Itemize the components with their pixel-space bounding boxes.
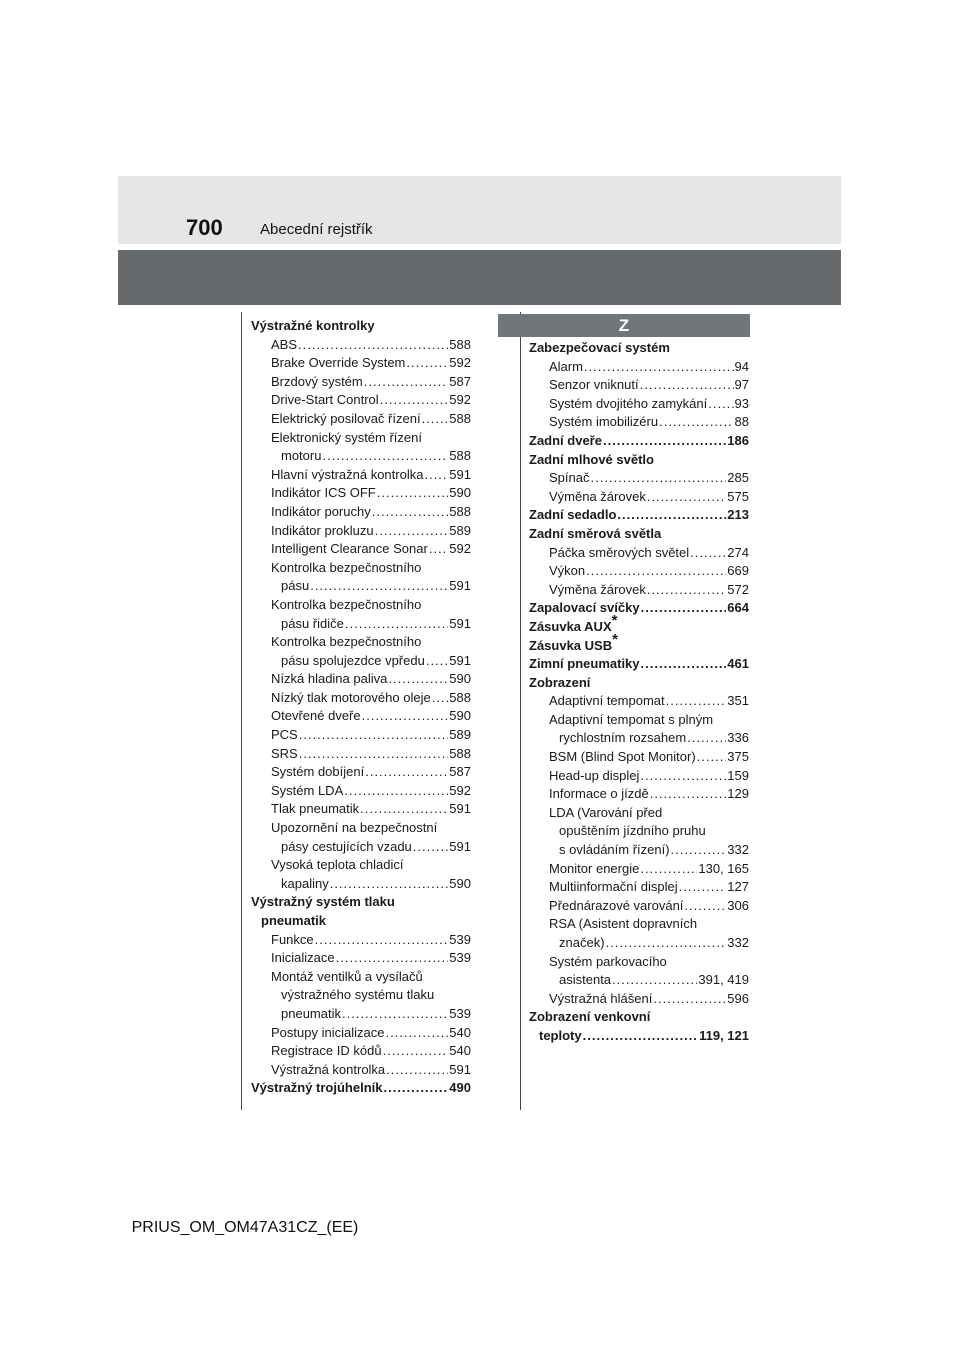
index-entry-page: 596 — [727, 990, 749, 1006]
dot-leader — [641, 599, 727, 618]
index-entry-term: opuštěním jízdního pruhu — [559, 823, 706, 839]
index-entry — [251, 707, 471, 726]
index-entry-term: Registrace ID kódů — [271, 1043, 382, 1059]
index-entry — [251, 466, 471, 485]
index-entry-term: s ovládáním řízení) — [559, 842, 670, 858]
dot-leader — [406, 354, 448, 373]
dot-leader — [299, 745, 449, 764]
index-entry-page: 306 — [727, 897, 749, 913]
dot-leader — [640, 376, 734, 395]
dot-leader — [365, 763, 448, 782]
index-entry-term: Zobrazení venkovní — [529, 1009, 651, 1025]
index-entry-term: Vysoká teplota chladicí — [271, 857, 404, 873]
index-entry-term: Elektrický posilovač řízení — [271, 410, 421, 426]
index-letter-heading: Z — [498, 314, 750, 337]
page-number: 700 — [186, 215, 223, 240]
index-entry-page: 274 — [727, 544, 749, 560]
index-entry-term: Zimní pneumatiky — [529, 656, 640, 672]
index-entry — [529, 630, 749, 656]
index-entry-term: kapaliny — [281, 875, 329, 891]
index-entry-term: Hlavní výstražná kontrolka — [271, 466, 424, 482]
index-entry — [529, 1008, 749, 1027]
index-entry-term: Systém dobíjení — [271, 764, 365, 780]
dot-leader — [380, 391, 449, 410]
index-entry-term: Adaptivní tempomat s plným — [549, 711, 714, 727]
index-entry — [251, 429, 471, 448]
index-entry-term: Kontrolka bezpečnostního — [271, 596, 422, 612]
index-entry-page: 592 — [449, 355, 471, 371]
index-entry-term: Systém parkovacího — [549, 953, 667, 969]
index-entry-term: Nízký tlak motorového oleje — [271, 689, 431, 705]
index-entry — [529, 897, 749, 916]
dot-leader — [385, 1024, 448, 1043]
index-entry-term: Zásuvka AUX — [529, 618, 612, 634]
index-entry-page: 97 — [734, 377, 749, 393]
dot-leader — [322, 447, 448, 466]
index-entry-page: 590 — [449, 485, 471, 501]
index-entry — [251, 559, 471, 578]
dot-leader — [666, 692, 727, 711]
index-entry-page: 591 — [449, 838, 471, 854]
index-entry — [529, 451, 749, 470]
footnote-asterisk: * — [612, 630, 618, 648]
dot-leader — [310, 577, 448, 596]
index-entry-term: Zadní směrová světla — [529, 525, 662, 541]
index-entry-term: Postupy inicializace — [271, 1024, 385, 1040]
document-code-footer: PRIUS_OM_OM47A31CZ_(EE) — [131, 1219, 359, 1236]
dot-leader — [360, 800, 448, 819]
index-entry — [251, 484, 471, 503]
index-entry — [251, 410, 471, 429]
index-entry-term: Výkon — [549, 563, 586, 579]
index-entry-term: SRS — [271, 745, 298, 761]
index-entry-term: Informace o jízdě — [549, 786, 649, 802]
dot-leader — [344, 782, 448, 801]
dot-leader — [647, 581, 726, 600]
index-entry-term: Páčka směrových světel — [549, 544, 690, 560]
index-entry-term: Intelligent Clearance Sonar — [271, 541, 428, 557]
index-entry-term: Zobrazení — [529, 674, 591, 690]
index-entry — [529, 804, 749, 823]
dot-leader — [590, 469, 726, 488]
index-entry-term: Výstražná hlášení — [549, 990, 653, 1006]
index-entry — [529, 860, 749, 879]
index-entry-page: 591 — [449, 801, 471, 817]
index-entry-term: Otevřené dveře — [271, 708, 361, 724]
dot-leader — [383, 1079, 448, 1098]
dot-leader — [383, 1042, 449, 1061]
index-entry — [529, 767, 749, 786]
index-entry — [251, 875, 471, 894]
index-entry-term: motoru — [281, 448, 322, 464]
index-entry — [251, 503, 471, 522]
dot-leader — [640, 767, 726, 786]
index-entry — [529, 915, 749, 934]
index-column-left — [251, 317, 471, 1098]
dot-leader — [640, 860, 697, 879]
index-entry — [251, 633, 471, 652]
index-entry-term: Zásuvka USB — [529, 637, 613, 653]
index-entry-page: 590 — [449, 671, 471, 687]
index-entry-term: Systém dvojitého zamykání — [549, 395, 708, 411]
dot-leader — [671, 841, 727, 860]
index-column-right — [529, 339, 749, 1046]
index-entry-page: 213 — [727, 507, 749, 523]
dot-leader — [345, 615, 448, 634]
index-entry — [251, 522, 471, 541]
index-entry — [529, 953, 749, 972]
index-entry-term: Indikátor ICS OFF — [271, 485, 376, 501]
center-column-rule — [520, 312, 521, 1110]
dot-leader — [690, 544, 726, 563]
index-entry — [529, 822, 749, 841]
index-entry-page: 539 — [449, 1005, 471, 1021]
index-entry-page: 540 — [449, 1043, 471, 1059]
index-entry — [251, 838, 471, 857]
index-entry — [529, 488, 749, 507]
section-title: Abecední rejstřík — [260, 221, 373, 238]
index-entry-term: Upozornění na bezpečnostní — [271, 820, 438, 836]
index-entry — [251, 1024, 471, 1043]
index-entry-term: Výstražný systém tlaku — [251, 894, 395, 910]
index-entry-term: teploty — [539, 1027, 582, 1043]
index-entry-term: Výstražný trojúhelník — [251, 1080, 383, 1096]
index-entry — [529, 841, 749, 860]
dot-leader — [584, 358, 734, 377]
index-entry-page: 587 — [449, 764, 471, 780]
index-entry-term: Zapalovací svíčky — [529, 600, 640, 616]
index-entry-page: 588 — [449, 448, 471, 464]
index-entry — [251, 670, 471, 689]
index-entry-term: ABS — [271, 336, 298, 352]
index-entry — [251, 800, 471, 819]
index-entry-term: Kontrolka bezpečnostního — [271, 634, 422, 650]
index-entry — [529, 934, 749, 953]
index-entry-page: 119, 121 — [699, 1027, 749, 1043]
index-entry — [251, 856, 471, 875]
index-entry — [251, 447, 471, 466]
index-entry-page: 490 — [449, 1080, 471, 1096]
index-entry — [529, 562, 749, 581]
index-entry — [529, 971, 749, 990]
index-entry-page: 332 — [727, 842, 749, 858]
index-entry — [529, 506, 749, 525]
index-entry — [529, 729, 749, 748]
dot-leader — [336, 949, 449, 968]
index-entry — [529, 748, 749, 767]
dot-leader — [298, 336, 448, 355]
index-entry-term: Systém LDA — [271, 782, 344, 798]
index-entry-page: 592 — [449, 541, 471, 557]
dot-leader — [422, 410, 449, 429]
dot-leader — [377, 484, 449, 503]
dot-leader — [299, 726, 449, 745]
index-entry-term: pásy cestujících vzadu — [281, 838, 412, 854]
index-entry — [251, 931, 471, 950]
index-entry — [529, 525, 749, 544]
index-entry-page: 539 — [449, 931, 471, 947]
index-entry-term: Monitor energie — [549, 860, 640, 876]
dot-leader — [342, 1005, 448, 1024]
index-entry-page: 88 — [734, 414, 749, 430]
index-entry-term: Alarm — [549, 358, 583, 374]
dot-leader — [647, 488, 726, 507]
index-entry-term: Tlak pneumatik — [271, 801, 360, 817]
index-entry-term: Zadní dveře — [529, 432, 602, 448]
index-entry-term: Výstražná kontrolka — [271, 1061, 386, 1077]
index-entry-page: 588 — [449, 336, 471, 352]
dot-leader — [583, 1027, 698, 1046]
index-entry-term: Senzor vniknutí — [549, 377, 639, 393]
index-entry — [251, 577, 471, 596]
index-entry-page: 159 — [727, 767, 749, 783]
index-entry-page: 94 — [734, 358, 749, 374]
index-entry — [529, 711, 749, 730]
index-entry-page: 590 — [449, 875, 471, 891]
header-band — [118, 250, 841, 305]
index-entry-page: 351 — [727, 693, 749, 709]
index-entry — [529, 599, 749, 618]
index-entry — [251, 317, 471, 336]
index-entry-page: 285 — [727, 470, 749, 486]
dot-leader — [375, 522, 449, 541]
index-entry — [251, 652, 471, 671]
index-entry-page: 588 — [449, 410, 471, 426]
index-entry-page: 589 — [449, 522, 471, 538]
index-entry-term: Zadní mlhové světlo — [529, 451, 654, 467]
index-entry — [251, 1042, 471, 1061]
dot-leader — [362, 707, 449, 726]
index-entry — [529, 655, 749, 674]
index-entry-page: 664 — [727, 600, 749, 616]
index-entry-term: Adaptivní tempomat — [549, 693, 665, 709]
index-entry — [251, 1079, 471, 1098]
index-entry-term: Systém imobilizéru — [549, 414, 659, 430]
dot-leader — [586, 562, 726, 581]
index-entry-term: Zadní sedadlo — [529, 507, 617, 523]
dot-leader — [612, 971, 697, 990]
dot-leader — [659, 413, 733, 432]
index-entry-page: 592 — [449, 782, 471, 798]
index-entry — [529, 469, 749, 488]
index-entry-page: 186 — [727, 432, 749, 448]
dot-leader — [653, 990, 726, 1009]
dot-leader — [386, 1061, 448, 1080]
index-entry-term: Kontrolka bezpečnostního — [271, 559, 422, 575]
index-entry-term: LDA (Varování před — [549, 804, 663, 820]
index-entry — [529, 339, 749, 358]
dot-leader — [429, 540, 448, 559]
index-entry — [529, 432, 749, 451]
index-entry-term: RSA (Asistent dopravních — [549, 916, 698, 932]
index-entry-term: Indikátor poruchy — [271, 503, 371, 519]
index-entry-term: Montáž ventilků a vysílačů — [271, 968, 423, 984]
index-entry-page: 592 — [449, 392, 471, 408]
index-entry — [529, 358, 749, 377]
index-entry-term: výstražného systému tlaku — [281, 987, 435, 1003]
index-entry — [251, 726, 471, 745]
index-entry-term: Indikátor prokluzu — [271, 522, 374, 538]
index-entry-term: Výstražné kontrolky — [251, 318, 375, 333]
index-entry-term: pásu spolujezdce vpředu — [281, 652, 425, 668]
index-entry — [251, 986, 471, 1005]
index-entry-term: Drive-Start Control — [271, 392, 379, 408]
index-entry-page: 591 — [449, 1061, 471, 1077]
index-entry-term: Funkce — [271, 931, 314, 947]
index-entry — [251, 373, 471, 392]
dot-leader — [432, 689, 449, 708]
index-entry — [251, 968, 471, 987]
dot-leader — [603, 432, 726, 451]
dot-leader — [330, 875, 449, 894]
index-entry-page: 539 — [449, 950, 471, 966]
index-entry — [251, 1005, 471, 1024]
index-entry — [529, 990, 749, 1009]
index-entry-term: značek) — [559, 935, 605, 950]
index-entry — [529, 692, 749, 711]
index-entry — [529, 544, 749, 563]
index-entry-page: 332 — [727, 935, 749, 950]
dot-leader — [426, 652, 448, 671]
index-entry — [251, 596, 471, 615]
index-entry-page: 591 — [449, 652, 471, 668]
index-entry-term: asistenta — [559, 972, 612, 988]
index-entry — [251, 782, 471, 801]
index-entry — [251, 763, 471, 782]
index-entry-term: Brake Override System — [271, 355, 406, 371]
dot-leader — [617, 506, 726, 525]
index-entry-page: 587 — [449, 373, 471, 389]
index-entry-page: 591 — [449, 615, 471, 631]
index-entry-term: BSM (Blind Spot Monitor) — [549, 749, 696, 765]
index-entry-term: Multiinformační displej — [549, 879, 678, 895]
index-entry-page: 572 — [727, 581, 749, 597]
index-entry-term: rychlostním rozsahem — [559, 730, 687, 746]
index-entry — [251, 540, 471, 559]
index-entry-page: 589 — [449, 727, 471, 743]
index-entry — [251, 689, 471, 708]
index-entry-term: PCS — [271, 727, 298, 743]
index-entry-page: 461 — [727, 656, 749, 672]
index-entry — [529, 581, 749, 600]
dot-leader — [641, 655, 727, 674]
dot-leader — [372, 503, 449, 522]
index-entry-term: Výměna žárovek — [549, 581, 646, 597]
index-entry-page: 540 — [449, 1024, 471, 1040]
index-entry-page: 575 — [727, 488, 749, 504]
index-entry — [251, 391, 471, 410]
index-entry-page: 127 — [727, 879, 749, 895]
dot-leader — [687, 729, 726, 748]
dot-leader — [364, 373, 449, 392]
index-entry — [251, 912, 471, 931]
dot-leader — [684, 897, 726, 916]
index-entry-term: Head-up displej — [549, 767, 640, 783]
index-entry — [529, 878, 749, 897]
index-entry-page: 588 — [449, 745, 471, 761]
index-entry-term: Brzdový systém — [271, 373, 363, 389]
index-entry-term: Spínač — [549, 470, 590, 486]
dot-leader — [424, 466, 448, 485]
index-entry-page: 591 — [449, 578, 471, 594]
index-entry-page: 669 — [727, 563, 749, 579]
index-entry-page: 129 — [727, 786, 749, 802]
index-entry — [251, 615, 471, 634]
index-entry-page: 93 — [734, 395, 749, 411]
index-entry — [529, 413, 749, 432]
index-entry-term: Zabezpečovací systém — [529, 340, 670, 355]
header-bar — [118, 176, 841, 244]
index-entry-page: 588 — [449, 503, 471, 519]
index-entry — [529, 376, 749, 395]
dot-leader — [708, 395, 733, 414]
index-entry-page: 130, 165 — [698, 860, 749, 876]
dot-leader — [606, 934, 727, 953]
index-entry — [529, 611, 749, 637]
index-entry — [529, 785, 749, 804]
footnote-asterisk: * — [611, 611, 618, 629]
dot-leader — [315, 931, 449, 950]
index-entry-page: 391, 419 — [698, 972, 749, 988]
index-entry-term: Inicializace — [271, 950, 335, 966]
index-entry-term: Výměna žárovek — [549, 488, 646, 504]
index-entry-page: 336 — [727, 730, 749, 746]
index-entry — [251, 819, 471, 838]
index-entry-page: 375 — [727, 749, 749, 765]
index-entry — [251, 1061, 471, 1080]
index-entry — [529, 1027, 749, 1046]
index-entry — [251, 354, 471, 373]
index-entry-page: 590 — [449, 708, 471, 724]
dot-leader — [388, 670, 448, 689]
dot-leader — [413, 838, 449, 857]
index-entry-term: Elektronický systém řízení — [271, 429, 422, 445]
index-entry-term: pásu řidiče — [281, 615, 344, 631]
index-entry — [529, 395, 749, 414]
dot-leader — [697, 748, 727, 767]
index-entry — [251, 745, 471, 764]
index-entry — [251, 893, 471, 912]
dot-leader — [650, 785, 727, 804]
left-column-rule — [241, 312, 242, 1110]
index-entry-term: pneumatik — [261, 913, 327, 928]
index-entry-term: pneumatik — [281, 1005, 341, 1021]
index-entry-term: Nízká hladina paliva — [271, 671, 388, 687]
dot-leader — [679, 878, 727, 897]
index-entry-page: 591 — [449, 466, 471, 482]
index-entry-term: Přednárazové varování — [549, 897, 684, 913]
index-entry — [529, 674, 749, 693]
index-entry — [251, 949, 471, 968]
index-entry-term: pásu — [281, 578, 310, 594]
index-entry — [251, 336, 471, 355]
index-entry-page: 588 — [449, 689, 471, 705]
